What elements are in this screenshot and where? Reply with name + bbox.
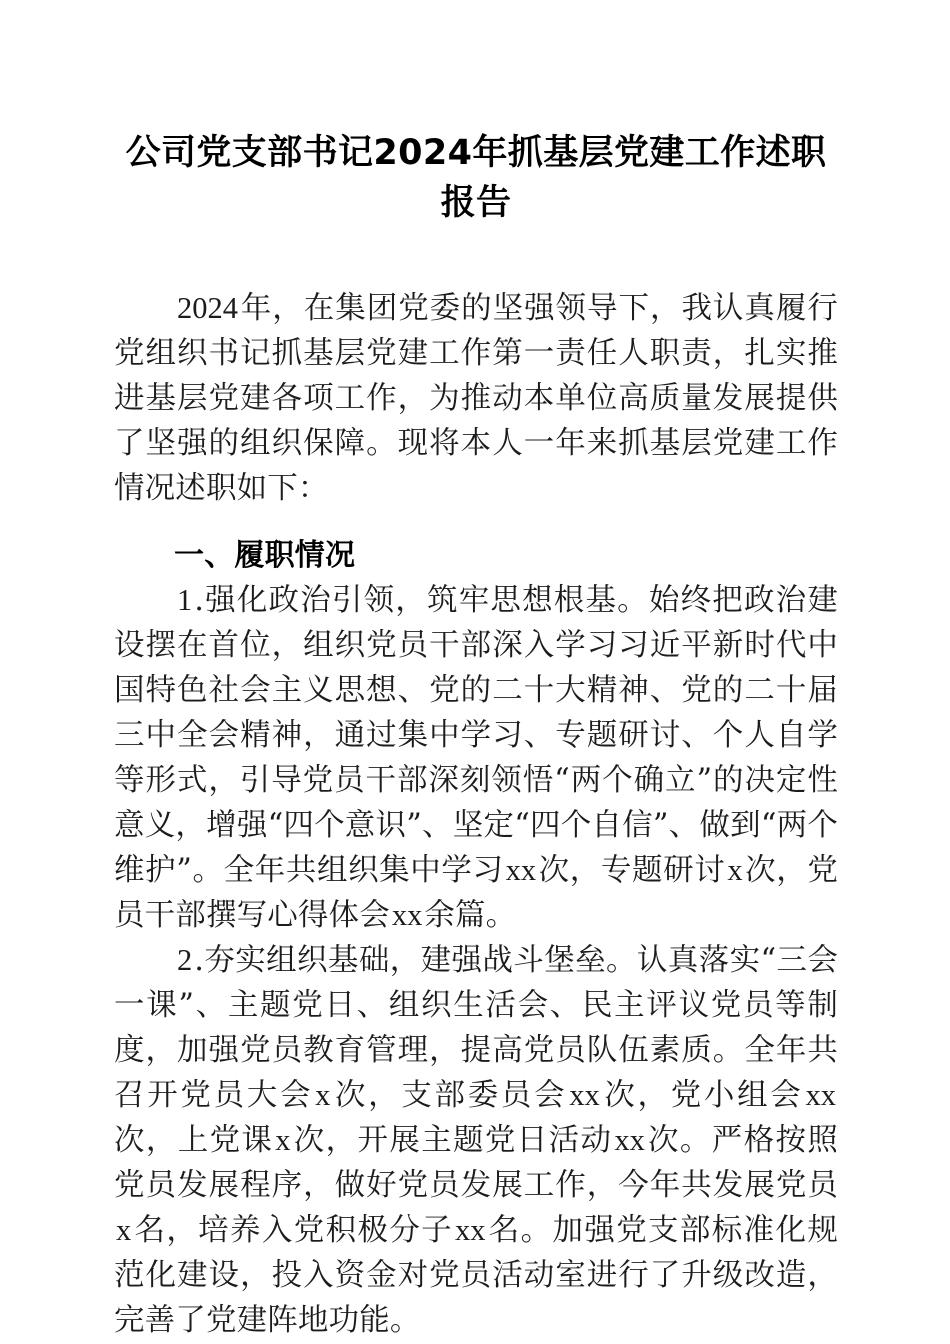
latin-run: x bbox=[315, 1078, 331, 1112]
document-content bbox=[114, 0, 838, 1343]
latin-run: x bbox=[727, 853, 743, 887]
latin-run: xx bbox=[505, 853, 537, 887]
latin-run: 1 bbox=[177, 583, 193, 617]
page-title: 公司党支部书记2024年抓基层党建工作述职报告 bbox=[125, 133, 827, 223]
latin-run: xx bbox=[614, 1123, 645, 1157]
latin-run: x bbox=[116, 1213, 132, 1247]
section-heading-one: 一、履职情况 bbox=[174, 538, 356, 573]
latin-run: xx bbox=[805, 1078, 836, 1112]
paragraph-item-1: 1.强化政治引领，筑牢思想根基。始终把政治建设摆在首位，组织党员干部深入学习习近平新时代中国特色社会主义思想、党的二十大精神、党的二十届三中全会精神，通过集中学习、专题研讨、个人自学等形式，引导党员干部深刻领悟“两个确立”的决定性意义，增强“四个意识”、坚定“四个自信”、做到“两个维护”。全年共组织集中学习xx次，专题研讨x次，党员干部撰写心得体会xx余篇。 bbox=[114, 583, 838, 933]
latin-run: xx bbox=[391, 898, 423, 932]
latin-run: xx bbox=[569, 1078, 600, 1112]
latin-run: 2024 bbox=[177, 291, 238, 325]
latin-run: x bbox=[275, 1123, 291, 1157]
paragraph-intro: 2024年，在集团党委的坚强领导下，我认真履行党组织书记抓基层党建工作第一责任人职责，扎实推进基层党建各项工作，为推动本单位高质量发展提供了坚强的组织保障。现将本人一年来抓基层党建工作情况述职如下： bbox=[114, 291, 838, 506]
latin-run: 2 bbox=[177, 943, 193, 977]
latin-run: xx bbox=[455, 1213, 486, 1247]
paragraph-item-2: 2.夯实组织基础，建强战斗堡垒。认真落实“三会一课”、主题党日、组织生活会、民主评议党员等制度，加强党员教育管理，提高党员队伍素质。全年共召开党员大会x次，支部委员会xx次，党小组会xx次，上党课x次，开展主题党日活动xx次。严格按照党员发展程序，做好党员发展工作，今年共发展党员x名，培养入党积极分子xx名。加强党支部标准化规范化建设，投入资金对党员活动室进行了升级改造，完善了党建阵地功能。 bbox=[114, 943, 838, 1338]
